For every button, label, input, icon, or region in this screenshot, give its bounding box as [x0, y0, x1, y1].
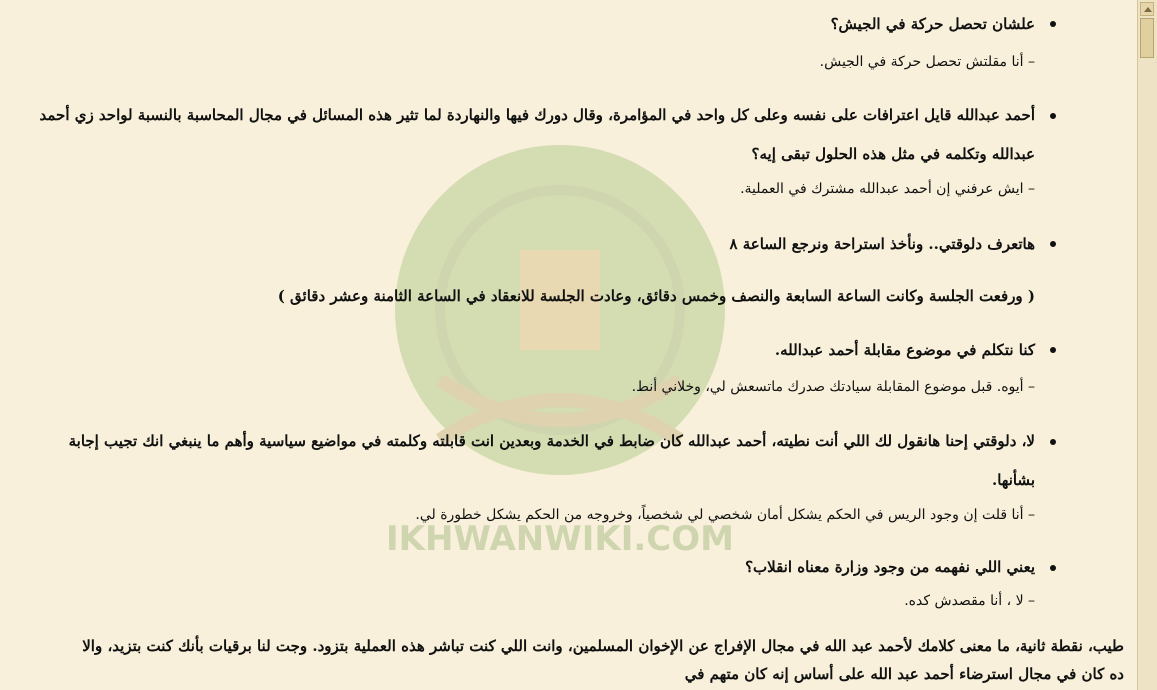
question-6: يعني اللي نفهمه من وجود وزارة معناه انقلاب؟ — [745, 558, 1035, 576]
session-note: ( ورفعت الجلسة وكانت الساعة السابعة والنصف وخمس دقائق، وعادت الجلسة للانعقاد في الساعة الثامنة وعشر دقائق ) — [277, 287, 1035, 305]
question-5-line-1: لا، دلوقتي إحنا هانقول لك اللي أنت نطيته، أحمد عبدالله كان ضابط في الخدمة وبعدين انت قابلته وكلمته في مواضيع سياسية وأهم ما ينبغي انك تجيب إجابة — [68, 432, 1035, 450]
vertical-scrollbar[interactable] — [1137, 0, 1157, 690]
answer-4: – أيوه. قبل موضوع المقابلة سيادتك صدرك ماتسعش لي، وخلاني أنط. — [631, 379, 1035, 395]
question-1: علشان تحصل حركة في الجيش؟ — [830, 15, 1035, 33]
answer-1: – أنا مقلتش تحصل حركة في الجيش. — [819, 54, 1035, 70]
question-2-line-2: عبدالله وتكلمه في مثل هذه الحلول تبقى إيه؟ — [751, 145, 1035, 163]
paragraph-line-1: طيب، نقطة ثانية، ما معنى كلامك لأحمد عبد الله في مجال الإفراج عن الإخوان المسلمين، وانت اللي كنت تباشر هذه العملية بتزود. وجت لنا برقيات بأنك كنت بتزيد، والا — [82, 637, 1124, 655]
question-5-line-2: بشأنها. — [991, 471, 1035, 489]
question-2-line-1: أحمد عبدالله قايل اعترافات على نفسه وعلى كل واحد في المؤامرة، وقال دورك فيها والنهاردة لما تثير هذه المسائل في مجال المحاسبة بالنسبة لواحد زي أحمد — [39, 106, 1035, 124]
scrollbar-thumb[interactable] — [1140, 18, 1154, 58]
question-4: كنا نتكلم في موضوع مقابلة أحمد عبدالله. — [774, 341, 1035, 359]
bullet-icon — [1050, 439, 1056, 445]
scroll-up-arrow-icon[interactable] — [1140, 2, 1154, 16]
bullet-icon — [1050, 21, 1056, 27]
bullet-icon — [1050, 565, 1056, 571]
answer-2: – ايش عرفني إن أحمد عبدالله مشترك في العملية. — [740, 181, 1035, 197]
question-3: هاتعرف دلوقتي.. ونأخذ استراحة ونرجع الساعة ٨ — [729, 235, 1035, 253]
bullet-icon — [1050, 241, 1056, 247]
bullet-icon — [1050, 347, 1056, 353]
bullet-icon — [1050, 113, 1056, 119]
answer-6: – لا ، أنا مقصدش كده. — [904, 593, 1035, 609]
paragraph-line-2: ده كان في مجال استرضاء أحمد عبد الله على أساس إنه كان متهم في — [684, 665, 1124, 683]
watermark-text: IKHWANWIKI.COM — [386, 519, 734, 559]
answer-5: – أنا قلت إن وجود الريس في الحكم يشكل أمان شخصي لي شخصياً، وخروجه من الحكم يشكل خطورة لي. — [415, 507, 1035, 523]
